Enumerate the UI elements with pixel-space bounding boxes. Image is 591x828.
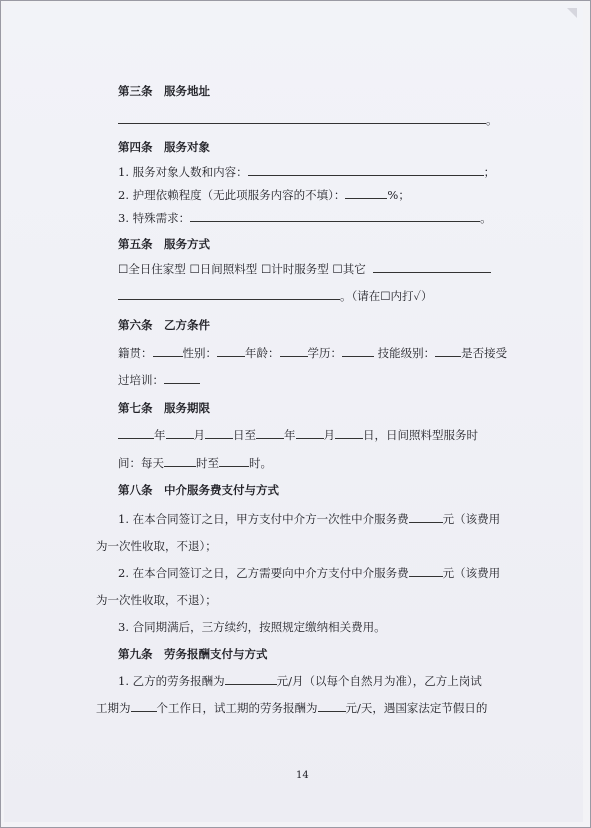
blank [342,345,374,357]
article-7-hours [118,455,272,471]
label: 时。 [249,456,272,470]
label: 年 [154,428,166,442]
label: 元（该费用 [442,512,501,526]
article-9-p2 [96,700,487,716]
label: 间：每天 [118,456,164,470]
blank [225,673,277,685]
blank [296,427,324,439]
blank [345,187,387,199]
punct: %； [387,188,410,202]
label: 年龄： [245,346,280,360]
article-8-p3: 3. 合同期满后，三方续约，按照规定缴纳相关费用。 [118,620,386,634]
article-8-p1 [118,511,500,527]
article-5-options [118,261,491,277]
label: 月 [323,428,335,442]
article-5-note-line [118,288,432,304]
blank [373,261,491,273]
label: 是否接受 [461,346,508,360]
checkbox-hourly: ☐计时服务型 [260,262,329,276]
blank [219,455,249,467]
blank [248,164,484,176]
article-6-fields [118,345,507,361]
label: 元/天，遇国家法定节假日的 [345,701,488,715]
blank [205,427,233,439]
article-3-address-line [118,112,498,128]
checkbox-full-day: ☐全日住家型 [118,262,186,276]
article-9-p1 [118,673,482,689]
label: 月 [193,428,205,442]
article-4-line-1 [118,164,495,180]
label: 学历： [307,346,342,360]
article-8-title: 第八条 中介服务费支付与方式 [118,483,279,497]
label: 性别： [182,346,217,360]
blank [335,427,363,439]
label: 3. 特殊需求： [118,211,191,225]
blank [153,345,183,357]
page-corner [567,8,577,18]
article-3-title: 第三条 服务地址 [118,84,210,98]
label: 1. 服务对象人数和内容： [118,165,248,179]
article-7-period [118,427,478,443]
blank [435,345,461,357]
punct: 。 [486,113,498,127]
label: 个工作日，试工期的劳务报酬为 [156,701,318,715]
label: 2. 在本合同签订之日，乙方需要向中介方支付中介服务费 [118,566,409,580]
blank [409,511,443,523]
article-8-p2-cont: 为一次性收取，不退）； [96,593,217,607]
page-number: 14 [296,770,309,781]
blank [190,210,480,222]
article-6-title: 第六条 乙方条件 [118,318,210,332]
article-6-fields-2 [118,372,200,388]
label: 2. 护理依赖程度（无此项服务内容的不填）： [118,188,346,202]
article-9-title: 第九条 劳务报酬支付与方式 [118,647,268,661]
label: 技能级别： [377,346,436,360]
blank [118,112,486,124]
checkbox-day-care: ☐日间照料型 [189,262,258,276]
article-7-title: 第七条 服务期限 [118,401,210,415]
label: 元/月（以每个自然月为准），乙方上岗试 [276,674,482,688]
article-5-title: 第五条 服务方式 [118,237,210,251]
checkbox-other: ☐其它 [332,262,366,276]
blank [164,455,196,467]
blank [318,700,346,712]
punct: ； [483,165,496,179]
label: 时至 [196,456,219,470]
article-8-p1-cont: 为一次性收取，不退）； [96,539,217,553]
label: 1. 在本合同签订之日，甲方支付中介方一次性中介服务费 [118,512,409,526]
blank [166,427,194,439]
article-4-title: 第四条 服务对象 [118,140,210,154]
label: 1. 乙方的劳务报酬为 [118,674,225,688]
article-4-line-3 [118,210,492,226]
blank [409,565,443,577]
article-4-line-2 [118,187,410,203]
blank [256,427,284,439]
label: 过培训： [118,373,164,387]
label: 年 [284,428,296,442]
blank [164,372,200,384]
label: 工期为 [96,701,131,715]
label: 籍贯： [118,346,153,360]
blank [118,288,340,300]
label: 日，日间照料型服务时 [363,428,478,442]
document-page [4,4,583,822]
label: 元（该费用 [442,566,501,580]
blank [280,345,308,357]
blank [131,700,157,712]
label: 日至 [233,428,256,442]
article-8-p2 [118,565,500,581]
blank [217,345,245,357]
note: 。（请在☐内打✓） [340,289,433,303]
punct: 。 [480,211,492,225]
blank [118,427,154,439]
